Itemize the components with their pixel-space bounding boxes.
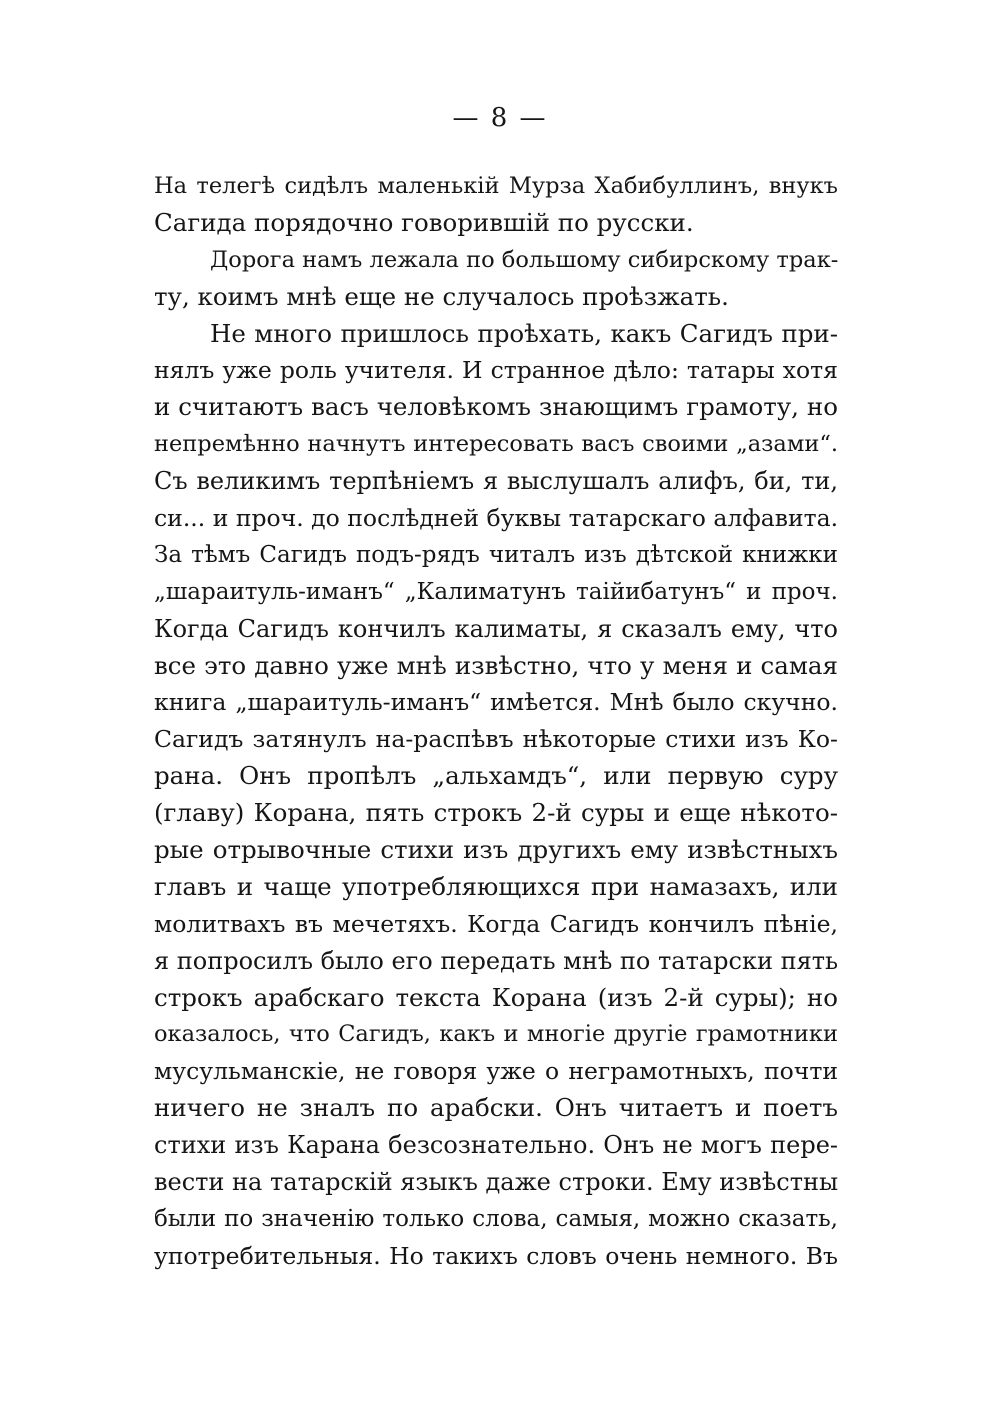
body-text — [154, 168, 838, 1275]
text-line: „шараитуль-иманъ“ „Калиматунъ таійибатунъ“ и проч. — [154, 578, 838, 605]
text-line: ту, коимъ мнѣ еще не случалось проѣзжать. — [154, 281, 729, 311]
text-line: главъ и чаще употребляющихся при намазахъ, или — [154, 871, 838, 901]
text-line: Не много пришлось проѣхать, какъ Сагидъ при- — [210, 318, 838, 348]
text-line: вести на татарскій языкъ даже строки. Ему извѣстны — [154, 1168, 839, 1197]
text-line: употребительныя. Но такихъ словъ очень немного. Въ — [154, 1241, 838, 1270]
text-line: строкъ арабскаго текста Корана (изъ 2-й суры); но — [154, 982, 838, 1012]
text-line: были по значенію только слова, самыя, можно сказать, — [154, 1205, 838, 1232]
text-line: ничего не зналъ по арабски. Онъ читаетъ и поетъ — [154, 1093, 838, 1123]
text-line: Съ великимъ терпѣніемъ я выслушалъ алифъ, би, ти, — [154, 467, 838, 496]
text-line: мусульманскіе, не говоря уже о неграмотныхъ, почти — [154, 1057, 838, 1086]
text-line: На телегѣ сидѣлъ маленькій Мурза Хабибуллинъ, внукъ — [154, 173, 838, 199]
page-number: — 8 — — [452, 103, 548, 133]
text-line: все это давно уже мнѣ извѣстно, что у меня и самая — [154, 650, 838, 680]
text-line: оказалось, что Сагидъ, какъ и многіе другіе грамотники — [154, 1021, 838, 1048]
text-line: рана. Онъ пропѣлъ „альхамдъ“, или первую суру — [154, 761, 838, 791]
text-line: нялъ уже роль учителя. И странное дѣло: татары хотя — [154, 356, 838, 385]
text-line: Сагида порядочно говорившій по русски. — [154, 207, 694, 237]
text-line: За тѣмъ Сагидъ подъ-рядъ читалъ изъ дѣтской книжки — [154, 541, 838, 568]
text-line: стихи изъ Карана безсознательно. Онъ не могъ пере- — [154, 1131, 838, 1160]
text-line: Когда Сагидъ кончилъ калиматы, я сказалъ ему, что — [154, 614, 838, 643]
text-line: и считаютъ васъ человѣкомъ знающимъ грамоту, но — [154, 392, 838, 422]
text-line: рые отрывочные стихи изъ другихъ ему извѣстныхъ — [154, 835, 838, 865]
text-line: молитвахъ въ мечетяхъ. Когда Сагидъ кончилъ пѣніе, — [154, 909, 838, 938]
text-line: Дорога намъ лежала по большому сибирскому трак- — [210, 246, 839, 273]
text-line: (главу) Корана, пять строкъ 2-й суры и еще нѣкото- — [154, 798, 838, 828]
text-line: непремѣнно начнутъ интересовать васъ своими „азами“. — [154, 431, 838, 458]
text-line: Сагидъ затянулъ на-распѣвъ нѣкоторые стихи изъ Ко- — [154, 725, 838, 754]
text-line: я попросилъ было его передать мнѣ по татарски пять — [154, 946, 839, 975]
text-line: книга „шараитуль-иманъ“ имѣется. Мнѣ было скучно. — [154, 688, 838, 717]
text-line: си... и проч. до послѣдней буквы татарскаго алфавита. — [154, 504, 839, 533]
